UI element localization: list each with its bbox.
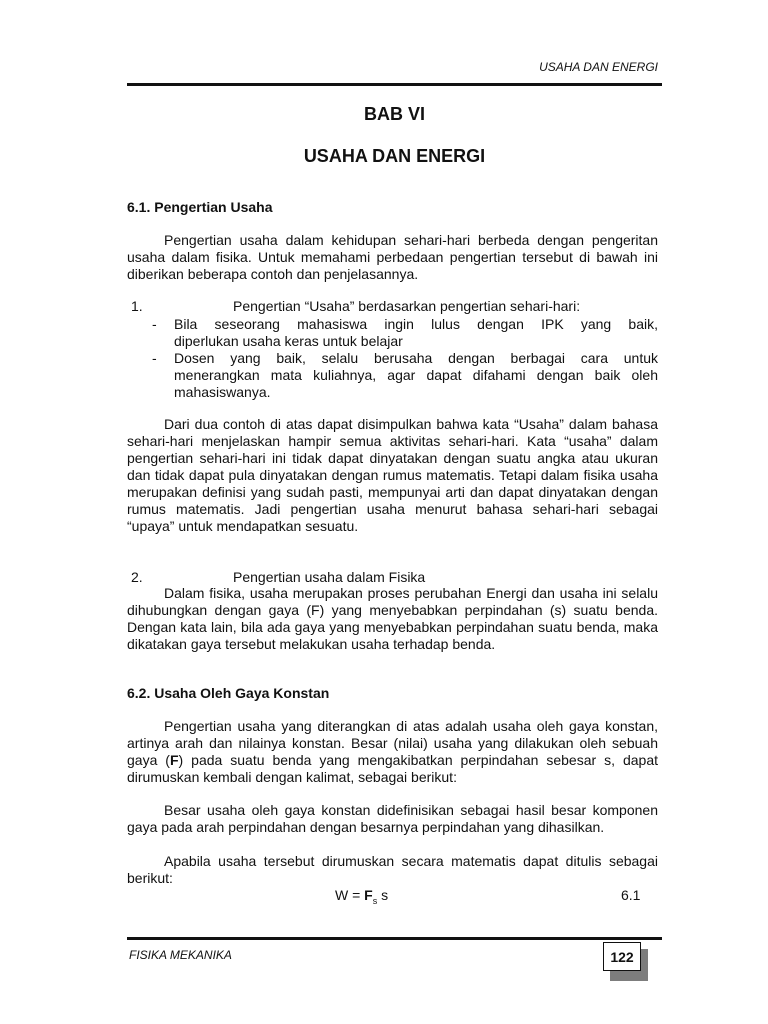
- conclusion-paragraph: Dari dua contoh di atas dapat disimpulkan bahwa kata “Usaha” dalam bahasa sehari-hari menjelaskan hampir semua aktivitas sehari-hari. Kata “usaha” dalam pengertian sehari-hari ini tidak dapat dinyatakan dengan suatu angka atau ukuran dan tidak dapat pula dinyatakan dengan rumus matematis. Tetapi dalam fisika usaha merupakan definisi yang sudah pasti, mempunyai arti dan dapat dinyatakan dengan rumus matematis. Jadi pengertian usaha menurut bahasa sehari-hari sebagai “upaya” untuk mendapatkan sesuatu.: [127, 416, 658, 534]
- footer-rule: [127, 937, 662, 940]
- bullet-item: [174, 316, 658, 350]
- definition-paragraph: Besar usaha oleh gaya konstan didefinisikan sebagai hasil besar komponen gaya pada arah perpindahan dengan besarnya perpindahan yang dihasilkan.: [127, 802, 658, 835]
- running-header: USAHA DAN ENERGI: [539, 60, 658, 74]
- bullet-marker: -: [152, 350, 157, 366]
- header-rule: [127, 83, 662, 86]
- chapter-number: BAB VI: [363, 104, 425, 124]
- page-number: 122: [603, 942, 641, 971]
- constant-force-paragraph: [127, 718, 658, 786]
- paragraph-text: Pengertian usaha yang diterangkan di atas adalah usaha oleh gaya konstan, artinya arah dan nilainya konstan. Besar (nilai) usaha yang dilakukan oleh sebuah gaya (: [127, 718, 658, 768]
- item-label-2: Pengertian usaha dalam Fisika: [233, 569, 426, 585]
- item-number-2: 2.: [131, 569, 143, 585]
- footer-book-title: FISIKA MEKANIKA: [129, 948, 232, 962]
- formula-intro-paragraph: Apabila usaha tersebut dirumuskan secara matematis dapat ditulis sebagai berikut:: [127, 853, 658, 886]
- formula-force: F: [364, 887, 373, 903]
- physics-definition-paragraph: Dalam fisika, usaha merupakan proses perubahan Energi dan usaha ini selalu dihubungkan dengan gaya (F) yang menyebabkan perpindahan (s) suatu benda. Dengan kata lain, bila ada gaya yang menyebabkan perpindahan suatu benda, maka dikatakan gaya tersebut melakukan usaha terhadap benda.: [127, 585, 658, 652]
- intro-paragraph: Pengertian usaha dalam kehidupan sehari-hari berbeda dengan pengeritan usaha dalam fisika. Untuk memahami perbedaan pengertian tersebut di bawah ini diberikan beberapa contoh dan penjelasannya.: [127, 232, 658, 282]
- bullet-line: diperlukan usaha keras untuk belajar: [174, 333, 403, 349]
- formula-lhs: W =: [335, 887, 365, 903]
- section-heading-6-1: 6.1. Pengertian Usaha: [127, 199, 273, 215]
- section-heading-6-2: 6.2. Usaha Oleh Gaya Konstan: [127, 685, 330, 701]
- bullet-line: Bila seseorang mahasiswa ingin lulus dengan IPK yang baik,: [174, 316, 658, 332]
- formula-rhs: s: [377, 887, 389, 903]
- item-label-1: Pengertian “Usaha” berdasarkan pengertian sehari-hari:: [233, 298, 581, 314]
- work-formula: [335, 887, 388, 906]
- chapter-title: USAHA DAN ENERGI: [303, 146, 486, 166]
- paragraph-text: ) pada suatu benda yang mengakibatkan perpindahan sebesar s, dapat dirumuskan kembali dengan kalimat, sebagai berikut:: [127, 752, 658, 785]
- force-symbol: F: [169, 752, 179, 768]
- bullet-line: mahasiswanya.: [174, 384, 271, 400]
- equation-number: 6.1: [621, 887, 641, 903]
- bullet-line: menerangkan mata kuliahnya, agar dapat difahami dengan baik oleh: [174, 367, 658, 383]
- item-number-1: 1.: [131, 298, 143, 314]
- bullet-marker: -: [152, 316, 157, 332]
- bullet-line: Dosen yang baik, selalu berusaha dengan berbagai cara untuk: [174, 350, 658, 366]
- bullet-item: [174, 350, 658, 401]
- formula-subscript: s: [372, 895, 378, 906]
